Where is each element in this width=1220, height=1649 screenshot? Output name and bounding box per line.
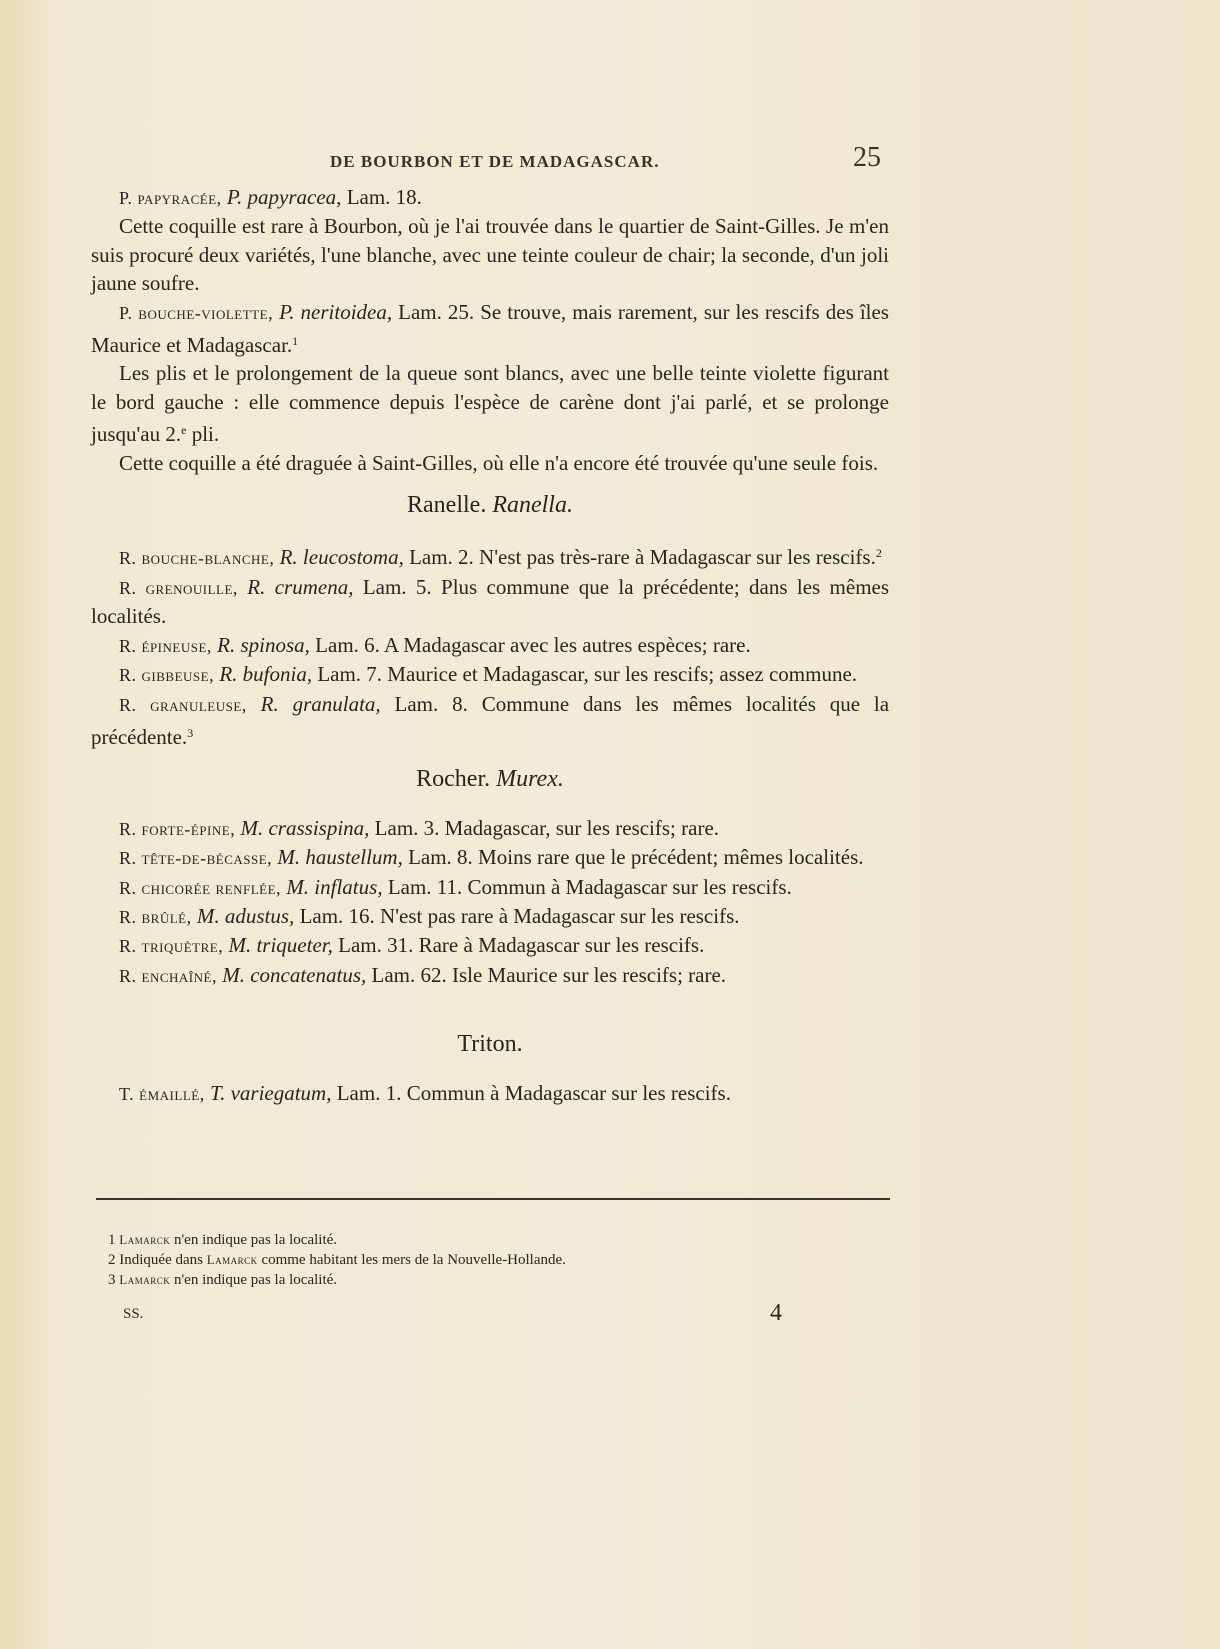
species-entry: [91, 931, 889, 960]
common-name: R. granuleuse,: [119, 694, 247, 715]
section-ranella: [91, 539, 889, 751]
entry-text: Lam. 8. Moins rare que le précédent; mêmes localités.: [408, 845, 864, 870]
species-entry: [91, 902, 889, 931]
common-name: R. tête-de-bécasse,: [119, 848, 273, 869]
footnote-author: Lamarck: [206, 1252, 258, 1267]
species-entry: [91, 873, 889, 902]
latin-name: R. crumena,: [247, 574, 354, 599]
entry-text: Lam. 8. Commune dans les mêmes localités que la précédente.: [91, 691, 890, 749]
footnote-author: Lamarck: [119, 1272, 171, 1287]
paragraph-text: pli.: [186, 422, 220, 447]
species-entry: [91, 539, 889, 572]
species-entry: [91, 843, 889, 872]
section-title-french: Rocher.: [416, 766, 491, 793]
paragraph-text: Cette coquille est rare à Bourbon, où je l'ai trouvée dans le quartier de Saint-Gilles. Je m'en suis procuré deux variétés, l'une blanche, avec une teinte couleur de chair; la seconde, d'un joli jaune soufre.: [91, 214, 889, 296]
footnote-number: 1: [108, 1232, 116, 1248]
section-title-triton: [91, 1030, 889, 1058]
section-title-latin: Ranella.: [492, 492, 573, 519]
page-number: 25: [853, 142, 881, 173]
latin-name: R. spinosa,: [217, 632, 310, 657]
footnotes: [108, 1230, 888, 1290]
section-title-french: Ranelle.: [407, 492, 487, 519]
common-name: T. émaillé,: [119, 1083, 205, 1104]
footnote-text: n'en indique pas la localité.: [173, 1272, 338, 1288]
footnote-number: 3: [108, 1272, 116, 1288]
paragraph: [91, 449, 889, 477]
entry-text: Lam. 7. Maurice et Madagascar, sur les rescifs; assez commune.: [317, 662, 858, 687]
species-entry: [91, 631, 889, 660]
entry-text: Lam. 1. Commun à Madagascar sur les rescifs.: [336, 1080, 731, 1105]
footnote-number: 2: [108, 1252, 116, 1268]
footnote-author: Lamarck: [119, 1232, 171, 1247]
entry-text: Lam. 5. Plus commune que la précédente; dans les mêmes localités.: [91, 574, 890, 629]
common-name: P. papyracée,: [119, 188, 222, 208]
species-entry: [91, 660, 889, 689]
latin-name: M. haustellum,: [277, 845, 403, 870]
latin-name: R. leucostoma,: [279, 545, 404, 570]
latin-name: P. neritoidea,: [279, 299, 393, 324]
latin-name: T. variegatum,: [209, 1080, 332, 1105]
common-name: R. chicorée renflée,: [119, 877, 282, 898]
latin-name: M. crassispina,: [240, 815, 370, 840]
main-text: [91, 183, 889, 1108]
species-entry: [91, 814, 889, 843]
section-title-latin: Murex.: [496, 766, 564, 793]
common-name: R. brûlé,: [119, 906, 192, 927]
latin-name: P. papyracea,: [226, 185, 342, 209]
entry-text: Lam. 11. Commun à Madagascar sur les rescifs.: [387, 874, 792, 899]
paragraph-text: Les plis et le prolongement de la queue sont blancs, avec une belle teinte violette figurant le bord gauche : elle commence depuis l'espèce de carène dont j'ai parlé, et se prolonge jusqu'au 2.: [91, 361, 889, 447]
footnote-rule: [96, 1198, 890, 1200]
paragraph: [91, 183, 889, 212]
latin-name: R. granulata,: [260, 691, 381, 716]
signature-mark: SS.: [123, 1306, 144, 1322]
section-title-murex: [91, 765, 889, 793]
latin-name: M. adustus,: [196, 903, 295, 928]
running-title: DE BOURBON ET DE MADAGASCAR.: [330, 152, 660, 171]
section-murex: [91, 814, 889, 990]
latin-name: R. bufonia,: [219, 662, 313, 687]
paragraph: [91, 298, 889, 360]
section-title-ranella: [91, 491, 889, 519]
common-name: R. bouche-blanche,: [119, 548, 275, 569]
latin-name: M. concatenatus,: [222, 962, 367, 987]
paragraph: [91, 212, 889, 297]
species-entry: [91, 961, 889, 990]
entry-text: Lam. 16. N'est pas rare à Madagascar sur les rescifs.: [299, 903, 740, 928]
superscript: e: [181, 423, 187, 438]
latin-name: M. inflatus,: [286, 874, 383, 899]
section-title-french: Triton.: [457, 1031, 523, 1058]
common-name: R. grenouille,: [119, 577, 238, 598]
footnote: [108, 1250, 888, 1270]
entry-text: Lam. 3. Madagascar, sur les rescifs; rare.: [374, 815, 720, 840]
common-name: R. enchaîné,: [119, 965, 217, 986]
footnote-ref: 1: [292, 334, 299, 349]
species-entry: [91, 573, 889, 631]
footnote: [108, 1230, 888, 1250]
footnote: [108, 1270, 888, 1290]
common-name: R. triquètre,: [119, 936, 224, 957]
footnote-ref: 2: [875, 546, 882, 561]
common-name: R. épineuse,: [119, 635, 212, 656]
gathering-mark: 4: [770, 1300, 782, 1326]
paragraph-text: Lam. 18.: [346, 185, 422, 209]
common-name: P. bouche-violette,: [119, 302, 274, 323]
paragraph: [91, 359, 889, 448]
common-name: R. forte-épine,: [119, 818, 236, 839]
species-entry: [91, 690, 889, 752]
entry-text: Lam. 6. A Madagascar avec les autres espèces; rare.: [315, 632, 751, 657]
footnote-text: n'en indique pas la localité.: [173, 1232, 338, 1248]
latin-name: M. triqueter,: [228, 933, 333, 958]
entry-text: Lam. 62. Isle Maurice sur les rescifs; rare.: [371, 962, 727, 987]
entry-text: Lam. 31. Rare à Madagascar sur les rescifs.: [338, 933, 705, 958]
paragraph-text: Cette coquille a été draguée à Saint-Gilles, où elle n'a encore été trouvée qu'une seule fois.: [119, 450, 879, 475]
footnote-text: comme habitant les mers de la Nouvelle-Hollande.: [261, 1252, 566, 1268]
common-name: R. gibbeuse,: [119, 665, 215, 686]
paragraph-text: Lam. 25. Se trouve, mais rarement, sur les rescifs des îles Maurice et Madagascar.: [91, 299, 889, 358]
entry-text: Lam. 2. N'est pas très-rare à Madagascar sur les rescifs.: [409, 545, 876, 570]
section-triton: [91, 1079, 889, 1108]
footnote-ref: 3: [187, 725, 194, 740]
footnote-text: Indiquée dans: [119, 1252, 203, 1268]
species-entry: [91, 1079, 889, 1108]
